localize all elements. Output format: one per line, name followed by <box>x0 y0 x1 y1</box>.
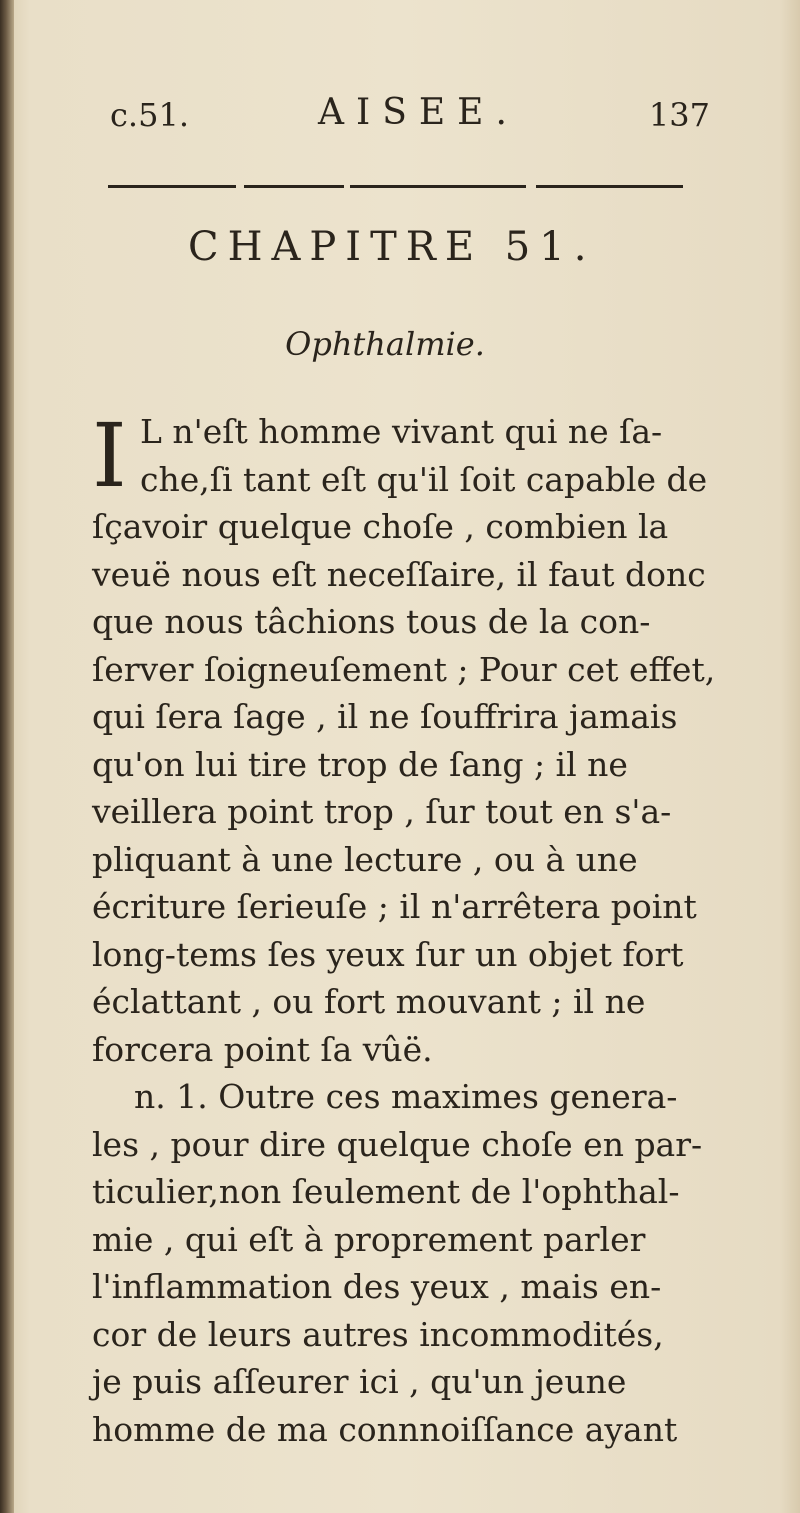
running-header <box>110 92 710 142</box>
text-line: écriture ſerieuſe ; il n'arrêtera point <box>92 887 697 926</box>
header-title: AISEE. <box>318 92 519 133</box>
text-line: che,ſi tant eſt qu'il ſoit capable de <box>140 459 708 499</box>
text-line: que nous tâchions tous de la con- <box>92 602 651 641</box>
body-text <box>92 404 716 1453</box>
rule-segment <box>350 185 526 188</box>
text-line: cor de leurs autres incommodités, <box>92 1314 664 1354</box>
text-line: forcera point ſa vûë. <box>92 1029 433 1069</box>
header-chapter-ref: c.51. <box>110 96 189 134</box>
text-line: l'inflammation des yeux , mais en- <box>92 1267 662 1306</box>
rule-segment <box>108 185 236 188</box>
rule-segment <box>244 185 344 188</box>
text-line: ticulier,non ſeulement de l'ophthal- <box>92 1172 680 1211</box>
text-line: pliquant à une lecture , ou à une <box>92 839 638 879</box>
book-binding-edge <box>0 0 14 1513</box>
text-line: L n'eſt homme vivant qui ne ſa- <box>140 412 663 451</box>
drop-capital: I <box>92 404 127 507</box>
text-line: je puis aſſeurer ici , qu'un jeune <box>92 1362 627 1401</box>
rule-segment <box>536 185 683 188</box>
text-line: qu'on lui tire trop de ſang ; il ne <box>92 744 628 784</box>
text-line: les , pour dire quelque choſe en par- <box>92 1124 703 1164</box>
text-line: homme de ma connnoiſſance ayant <box>92 1409 678 1449</box>
chapter-subtitle: Ophthalmie. <box>285 325 485 363</box>
text-line: veillera point trop , ſur tout en s'a- <box>92 792 672 831</box>
text-line: long-tems ſes yeux ſur un objet fort <box>92 934 684 974</box>
text-line: veuë nous eſt neceſſaire, il faut donc <box>92 554 706 594</box>
text-line: n. 1. Outre ces maximes genera- <box>134 1077 678 1116</box>
chapter-heading: CHAPITRE 51. <box>188 224 596 270</box>
ornamental-rule <box>108 183 683 189</box>
text-line: qui ſera ſage , il ne ſouffrira jamais <box>92 697 678 736</box>
page-number: 137 <box>648 96 710 134</box>
text-line: ſçavoir quelque choſe , combien la <box>92 507 669 546</box>
text-line: ſerver ſoigneuſement ; Pour cet effet, <box>92 649 716 689</box>
text-line: mie , qui eſt à proprement parler <box>92 1219 646 1259</box>
text-line: éclattant , ou fort mouvant ; il ne <box>92 982 646 1021</box>
